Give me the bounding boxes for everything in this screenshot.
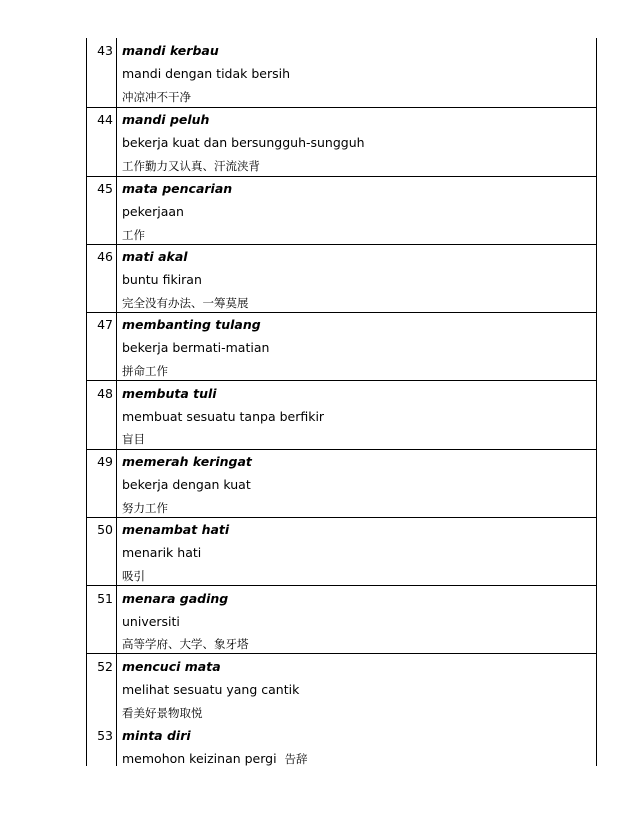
row-divider [86, 107, 597, 108]
idiom-meaning: mandi dengan tidak bersih [122, 66, 291, 81]
idiom-chinese: 工作勤力又认真、汗流浃背 [122, 159, 260, 173]
idiom-meaning: melihat sesuatu yang cantik [122, 682, 300, 697]
idiom-chinese: 完全没有办法、一筹莫展 [122, 296, 249, 310]
idiom-meaning: menarik hati [122, 545, 202, 560]
entry-number: 43 [97, 43, 113, 58]
entry-number: 46 [97, 249, 113, 264]
idiom-term: membanting tulang [122, 317, 261, 332]
idiom-meaning: bekerja kuat dan bersungguh-sungguh [122, 135, 365, 150]
row-divider [86, 449, 597, 450]
idiom-chinese: 看美好景物取悦 [122, 706, 203, 720]
row-divider [86, 312, 597, 313]
idiom-chinese: 拼命工作 [122, 364, 168, 378]
row-divider [86, 517, 597, 518]
idiom-term: mandi kerbau [122, 43, 219, 58]
idiom-term: memerah keringat [122, 454, 252, 469]
row-divider [86, 380, 597, 381]
idiom-chinese: 告辞 [284, 752, 308, 766]
idiom-term: menara gading [122, 591, 229, 606]
entry-number: 50 [97, 522, 113, 537]
idiom-meaning: bekerja dengan kuat [122, 477, 251, 492]
row-divider [86, 244, 597, 245]
idiom-term: mandi peluh [122, 112, 210, 127]
table-right-border [596, 38, 597, 766]
idiom-chinese: 努力工作 [122, 501, 168, 515]
table-column-divider [116, 38, 117, 766]
entry-number: 51 [97, 591, 113, 606]
idiom-meaning: universiti [122, 614, 180, 629]
entry-number: 53 [97, 728, 113, 743]
table-left-border [86, 38, 87, 766]
row-divider [86, 585, 597, 586]
entry-number: 48 [97, 386, 113, 401]
idiom-term: minta diri [122, 728, 191, 743]
idiom-term: membuta tuli [122, 386, 217, 401]
idiom-meaning: memohon keizinan pergi [122, 751, 277, 766]
row-divider [86, 176, 597, 177]
idiom-meaning: pekerjaan [122, 204, 184, 219]
idiom-meaning: bekerja bermati-matian [122, 340, 270, 355]
idiom-chinese: 冲凉冲不干净 [122, 90, 191, 104]
entry-number: 47 [97, 317, 113, 332]
idiom-chinese: 盲目 [122, 432, 145, 446]
idiom-meaning-line [122, 751, 308, 767]
idiom-chinese: 吸引 [122, 569, 145, 583]
idiom-meaning: buntu fikiran [122, 272, 202, 287]
idiom-term: mati akal [122, 249, 188, 264]
entry-number: 45 [97, 181, 113, 196]
idiom-chinese: 高等学府、大学、象牙塔 [122, 637, 249, 651]
idiom-term: menambat hati [122, 522, 230, 537]
row-divider [86, 653, 597, 654]
idiom-term: mata pencarian [122, 181, 233, 196]
idiom-chinese: 工作 [122, 228, 145, 242]
entry-number: 49 [97, 454, 113, 469]
entry-number: 44 [97, 112, 113, 127]
idiom-term: mencuci mata [122, 659, 221, 674]
idiom-meaning: membuat sesuatu tanpa berfikir [122, 409, 325, 424]
entry-number: 52 [97, 659, 113, 674]
